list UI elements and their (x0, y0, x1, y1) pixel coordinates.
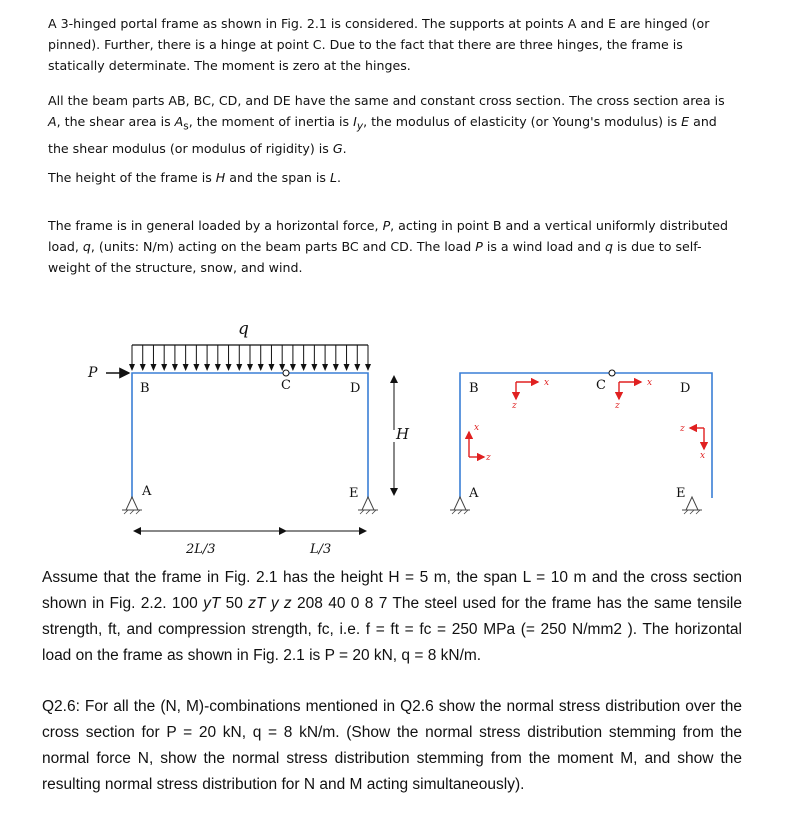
text: . (337, 170, 342, 185)
load-arrowhead (183, 364, 189, 371)
load-arrowhead (268, 364, 274, 371)
axes-BC (516, 382, 538, 399)
text: 50 (220, 595, 249, 612)
symbol-E: E (681, 114, 690, 129)
text: 208 40 0 8 7 The steel used for the frame has the same tensile strength, ft, and compression strength, fc, i.e. f = ft = fc = 250 MPa (= 250 N/mm2 ). The horizontal load on the frame as shown in Fig. 2.1 is P = 20 kN, q = 8 kN/m. (42, 595, 742, 664)
load-arrowhead (150, 364, 156, 371)
symbol-As: A (174, 114, 184, 129)
load-arrows (129, 345, 371, 371)
load-arrowhead (322, 364, 328, 371)
main-frame (132, 370, 368, 498)
axes-AB (469, 432, 484, 457)
label-B: B (140, 381, 150, 396)
symbol-z: z (283, 595, 292, 612)
label-L3: L/3 (310, 542, 332, 557)
frame-members (132, 373, 368, 498)
text: , the modulus of elasticity (or Young's modulus) is (363, 114, 682, 129)
symbol-Iy: I (353, 114, 357, 129)
text: Assume that the frame in Fig. 2.1 has the height H = 5 m, the span L = 10 m and the cross section shown in Fig. 2.2. 100 (42, 569, 742, 612)
symbol-L: L (329, 170, 338, 185)
label-P: P (88, 365, 98, 381)
text: is a wind load and (482, 239, 605, 254)
label-D: D (350, 381, 361, 396)
load-arrowhead (247, 364, 253, 371)
load-arrowhead (290, 364, 296, 371)
axis-x-AB: x (474, 423, 480, 433)
text: Q2.6: For all the (N, M)-combinations mentioned in Q2.6 show the normal stress distribution over the cross section for P = 20 kN, q = 8 kN/m. (Show the normal stress distribution stemming from the normal force N, show the normal stress distribution stemming from the moment M, and show the resulting normal stress distribution for N and M acting simultaneously). (42, 698, 742, 793)
paragraph-question (42, 694, 742, 798)
axis-z-BC: z (512, 401, 517, 411)
load-arrowhead (311, 364, 317, 371)
axis-x-BC: x (544, 378, 550, 388)
load-arrowhead (333, 364, 339, 371)
axis-z-CD: z (615, 401, 620, 411)
load-arrowhead (236, 364, 242, 371)
text: All the beam parts AB, BC, CD, and DE have the same and constant cross section. The cross section area is (48, 93, 725, 108)
symbol-q: q (82, 239, 91, 254)
text: , (units: N/m) acting on the beam parts BC and CD. The load (90, 239, 476, 254)
distributed-load (129, 345, 371, 371)
label-A: A (142, 484, 152, 499)
axis-z-AB: z (486, 453, 491, 463)
load-arrowhead (204, 364, 210, 371)
support-E (358, 497, 378, 514)
text: and the shear modulus (or modulus of rigidity) is (48, 114, 717, 156)
symbol-A: A (48, 114, 57, 129)
subscript-y: y (356, 120, 364, 133)
text: and the span is (225, 170, 330, 185)
load-arrowhead (258, 364, 264, 371)
axis-x-DE: x (700, 451, 706, 461)
text: A 3-hinged portal frame as shown in Fig. 2.1 is considered. The supports at points A and E are hinged (or pinned). Further, there is a hinge at point C. Due to the fact that there are three hinges, the frame is statically determinate. The moment is zero at the hinges. (48, 16, 710, 73)
label-C-local: C (596, 378, 606, 393)
text: . (342, 140, 347, 156)
axes-DE (690, 428, 704, 449)
support-A-local (450, 497, 470, 514)
symbol-G: G (332, 140, 343, 156)
support-A (122, 497, 142, 514)
load-arrowhead (129, 364, 135, 371)
load-arrowhead (279, 364, 285, 371)
label-E-local: E (676, 486, 686, 501)
hinge-C-local (609, 370, 615, 376)
symbol-P: P (475, 239, 483, 254)
text: The frame is in general loaded by a horizontal force, (48, 218, 383, 233)
axes-CD (619, 382, 641, 399)
label-D-local: D (680, 381, 691, 396)
hinge-C (283, 370, 289, 376)
label-2L3: 2L/3 (186, 542, 216, 557)
label-H: H (396, 425, 410, 443)
load-arrowhead (172, 364, 178, 371)
load-arrowhead (365, 364, 371, 371)
symbol-P: P (382, 218, 391, 233)
load-arrowhead (226, 364, 232, 371)
text: is due to self-weight of the structure, snow, and wind. (48, 239, 702, 275)
symbol-yT: yT (203, 595, 221, 612)
load-arrowhead (301, 364, 307, 371)
text: , the moment of inertia is (188, 114, 354, 129)
axis-x-CD: x (647, 378, 653, 388)
axis-z-DE: z (680, 424, 685, 434)
symbol-zT: zT (248, 595, 266, 612)
symbol-y: y (270, 595, 279, 612)
load-arrowhead (140, 364, 146, 371)
text: The height of the frame is (48, 170, 216, 185)
label-C: C (281, 378, 291, 393)
text: , acting in point B and a vertical uniformly distributed load, (48, 218, 728, 254)
frame-members-local (460, 373, 712, 498)
load-arrowhead (161, 364, 167, 371)
label-E: E (349, 486, 359, 501)
load-arrowhead (354, 364, 360, 371)
paragraph-assumptions (42, 565, 742, 669)
label-q: q (238, 319, 249, 339)
load-arrowhead (215, 364, 221, 371)
label-A-local: A (469, 486, 479, 501)
subscript-s: s (183, 120, 189, 133)
symbol-q: q (605, 239, 613, 254)
load-arrowhead (193, 364, 199, 371)
label-B-local: B (469, 381, 479, 396)
local-axes-frame (460, 370, 712, 498)
symbol-H: H (215, 170, 226, 185)
text: , the shear area is (56, 114, 175, 129)
load-arrowhead (344, 364, 350, 371)
